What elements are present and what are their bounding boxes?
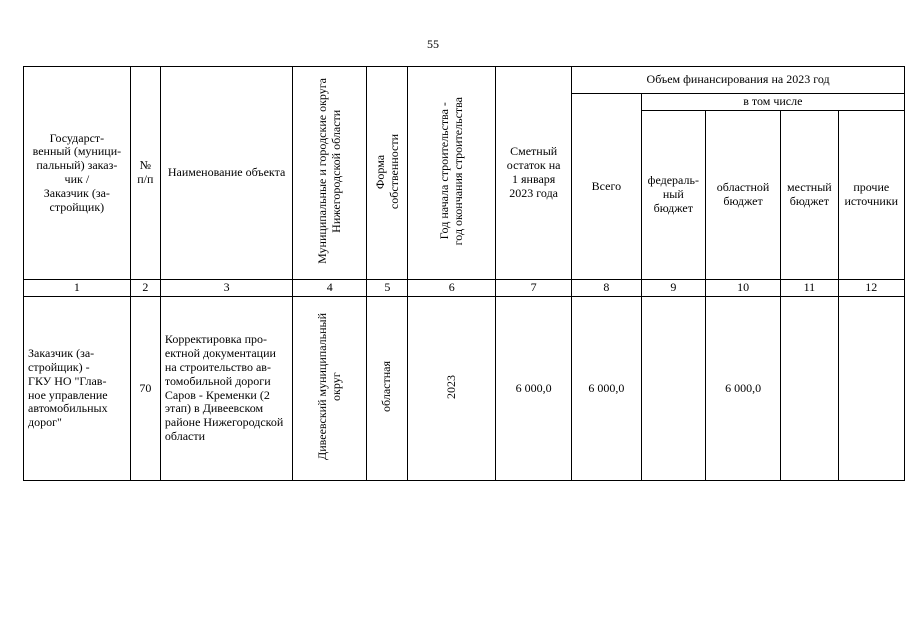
cell-district: Дивеевский муниципальный округ bbox=[293, 297, 367, 481]
header-local: местный бюджет bbox=[781, 111, 838, 280]
cell-total: 6 000,0 bbox=[572, 297, 642, 481]
header-other: прочие источники bbox=[838, 111, 904, 280]
header-object-name: Наименование объекта bbox=[160, 67, 292, 280]
column-number: 5 bbox=[367, 280, 408, 297]
column-number: 10 bbox=[705, 280, 780, 297]
header-federal: федераль- ный бюджет bbox=[641, 111, 705, 280]
funding-table bbox=[23, 66, 905, 481]
header-district: Муниципальные и городские округа Нижегородской области bbox=[293, 67, 367, 280]
column-number: 2 bbox=[130, 280, 160, 297]
column-number: 7 bbox=[496, 280, 572, 297]
column-number: 3 bbox=[160, 280, 292, 297]
table-header-row bbox=[24, 67, 905, 94]
column-number: 12 bbox=[838, 280, 904, 297]
column-number: 4 bbox=[293, 280, 367, 297]
column-number: 11 bbox=[781, 280, 838, 297]
column-numbers-row bbox=[24, 280, 905, 297]
header-years: Год начала строительства - год окончания строительства bbox=[408, 67, 496, 280]
column-number: 9 bbox=[641, 280, 705, 297]
cell-object-name: Корректировка про- ектной документации на строительство ав- томобильной дороги Саров - Кременки (2 этап) в Дивеевском районе Нижегородской области bbox=[160, 297, 292, 481]
header-ownership: Форма собственности bbox=[367, 67, 408, 280]
column-number: 8 bbox=[572, 280, 642, 297]
cell-federal bbox=[641, 297, 705, 481]
cell-regional: 6 000,0 bbox=[705, 297, 780, 481]
header-customer: Государст- венный (муници- пальный) заказ- чик / Заказчик (за- стройщик) bbox=[24, 67, 131, 280]
page-number: 55 bbox=[427, 37, 439, 51]
header-total: Всего bbox=[572, 94, 642, 280]
header-including: в том числе bbox=[641, 94, 904, 111]
header-number: № п/п bbox=[130, 67, 160, 280]
cell-local bbox=[781, 297, 838, 481]
table-row bbox=[24, 297, 905, 481]
cell-estimate-balance: 6 000,0 bbox=[496, 297, 572, 481]
header-funding-group: Объем финансирования на 2023 год bbox=[572, 67, 905, 94]
header-regional: областной бюджет bbox=[705, 111, 780, 280]
column-number: 6 bbox=[408, 280, 496, 297]
header-estimate-balance: Сметный остаток на 1 января 2023 года bbox=[496, 67, 572, 280]
cell-years: 2023 bbox=[408, 297, 496, 481]
cell-number: 70 bbox=[130, 297, 160, 481]
cell-other bbox=[838, 297, 904, 481]
column-number: 1 bbox=[24, 280, 131, 297]
cell-ownership: областная bbox=[367, 297, 408, 481]
cell-customer: Заказчик (за- стройщик) - ГКУ НО "Глав- ное управление автомобильных дорог" bbox=[24, 297, 131, 481]
